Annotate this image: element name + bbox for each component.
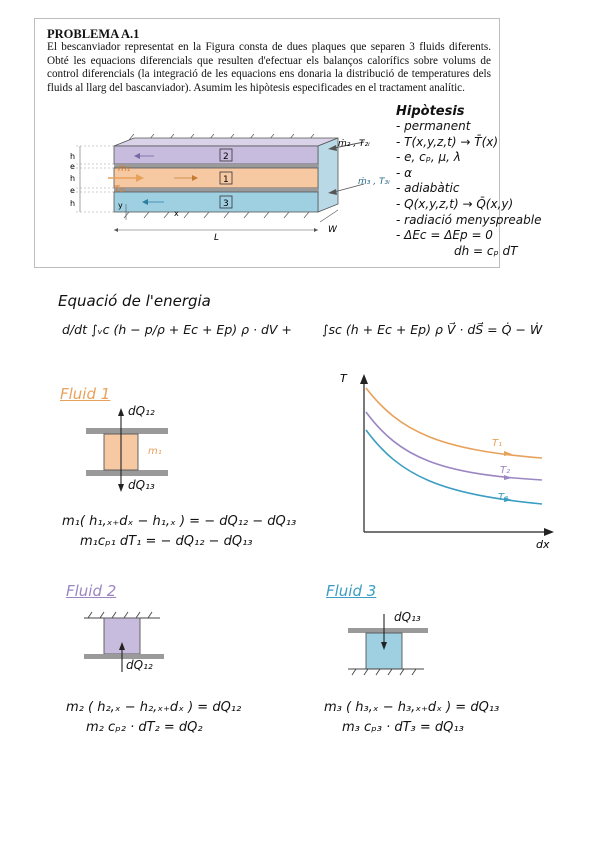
axis-y-label: y: [118, 201, 123, 210]
dim-e-bottom: e: [70, 186, 75, 195]
hypotheses-list: [396, 104, 596, 259]
hypothesis-item: - ΔEc = ΔEp = 0: [396, 228, 493, 243]
box-top-face: [114, 138, 338, 146]
graph-y-label: T: [340, 372, 347, 385]
inlet-t1-label: T₁ᵢ: [114, 185, 125, 195]
dim-h-top: h: [70, 152, 76, 161]
fluid2-title: Fluid 2: [66, 582, 117, 600]
hypothesis-item: - permanent: [396, 119, 471, 133]
plate-lower: [114, 188, 318, 192]
hypothesis-item: - radiació menyspreable: [396, 212, 542, 227]
fluid1-layer: [114, 168, 318, 188]
fluid3-equation-2: m₃ cₚ₃ · dT₃ = dQ₁₃: [342, 720, 464, 735]
axis-x-label: x: [174, 209, 179, 218]
curve-t1: [366, 388, 542, 458]
layer-label-3: 3: [223, 199, 229, 209]
enthalpy-relation: dh = cₚ dT: [454, 243, 518, 258]
hypothesis-item: - α: [396, 165, 413, 180]
hypothesis-item: - T(x,y,z,t) → T̄(x): [396, 134, 499, 149]
plate-upper: [114, 164, 318, 168]
dim-h-bottom: h: [70, 199, 76, 208]
temperature-profile-graph: [330, 366, 560, 552]
hypothesis-item: - Q(x,y,z,t) → Q̄(x,y): [396, 196, 514, 211]
inlet-m2-label: ṁ₂ , T₂ᵢ: [338, 139, 370, 149]
fluid3-dq13-label: dQ₁₃: [394, 610, 421, 624]
fluid2-equation-2: m₂ cₚ₂ · dT₂ = dQ₂: [86, 720, 203, 735]
inlet-m3-label: ṁ₃ , T₃ᵢ: [358, 177, 390, 187]
fluid2-equation-1: m₂ ( h₂,ₓ − h₂,ₓ₊dₓ ) = dQ₁₂: [66, 700, 242, 715]
fluid2-layer: [114, 146, 318, 164]
hypothesis-item: - e, cₚ, μ, λ: [396, 150, 461, 165]
dim-L-label: L: [214, 233, 220, 243]
fluid1-dq12-label: dQ₁₂: [128, 404, 155, 418]
dim-W-label: W: [328, 225, 337, 235]
curve-label-t1: T₁: [492, 438, 503, 449]
curve-label-t3: T₃: [498, 492, 509, 503]
fluid3-title: Fluid 3: [326, 582, 377, 600]
fluid3-equation-1: m₃ ( h₃,ₓ − h₃,ₓ₊dₓ ) = dQ₁₃: [324, 700, 500, 715]
problem-text: El bescanviador representat en la Figura consta de dues plaques que separen 3 fluids diferents. Obté les equacions diferencials que resulten d'efectuar els balanços calorífics sobre volums de control diferencials (la integració de les equacions ens donaria la distribució de temperatures dels fluids al llarg del bascanviador). Asumim les hipòtesis especificades en el tractament analític.: [47, 41, 491, 94]
dim-e-top: e: [70, 162, 75, 171]
problem-title: PROBLEMA A.1: [47, 27, 140, 41]
bottom-wall-hatch: [124, 212, 309, 218]
energy-equation-title: Equació de l'energia: [58, 292, 211, 310]
inlet-m1-label: ṁ₁: [118, 164, 131, 174]
heat-exchanger-figure: [34, 118, 400, 266]
graph-x-label: dx: [536, 538, 550, 551]
curve-t2: [366, 412, 542, 480]
fluid1-title: Fluid 1: [60, 385, 111, 403]
fluid1-dq13-label: dQ₁₃: [128, 478, 155, 492]
fluid1-equation-1: m₁( h₁,ₓ₊dₓ − h₁,ₓ ) = − dQ₁₂ − dQ₁₃: [62, 514, 297, 529]
fluid1-mass-label: m₁: [148, 446, 162, 457]
energy-equation-right: ∫sc (h + Ec + Ep) ρ V⃗ · dS⃗ = Q̇ − Ẇ: [322, 322, 543, 337]
layer-label-2: 2: [223, 152, 229, 162]
dim-h-mid: h: [70, 174, 76, 183]
hypotheses-title: Hipòtesis: [396, 104, 465, 119]
fluid1-equation-2: m₁cₚ₁ dT₁ = − dQ₁₂ − dQ₁₃: [80, 534, 253, 549]
hypothesis-item: - adiabàtic: [396, 181, 460, 196]
fluid2-dq12-label: dQ₁₂: [126, 658, 153, 672]
curve-label-t2: T₂: [500, 465, 511, 476]
layer-label-1: 1: [223, 175, 229, 185]
energy-equation-left: d/dt ∫ᵥc (h − p/ρ + Ec + Ep) ρ · dV +: [62, 322, 292, 337]
